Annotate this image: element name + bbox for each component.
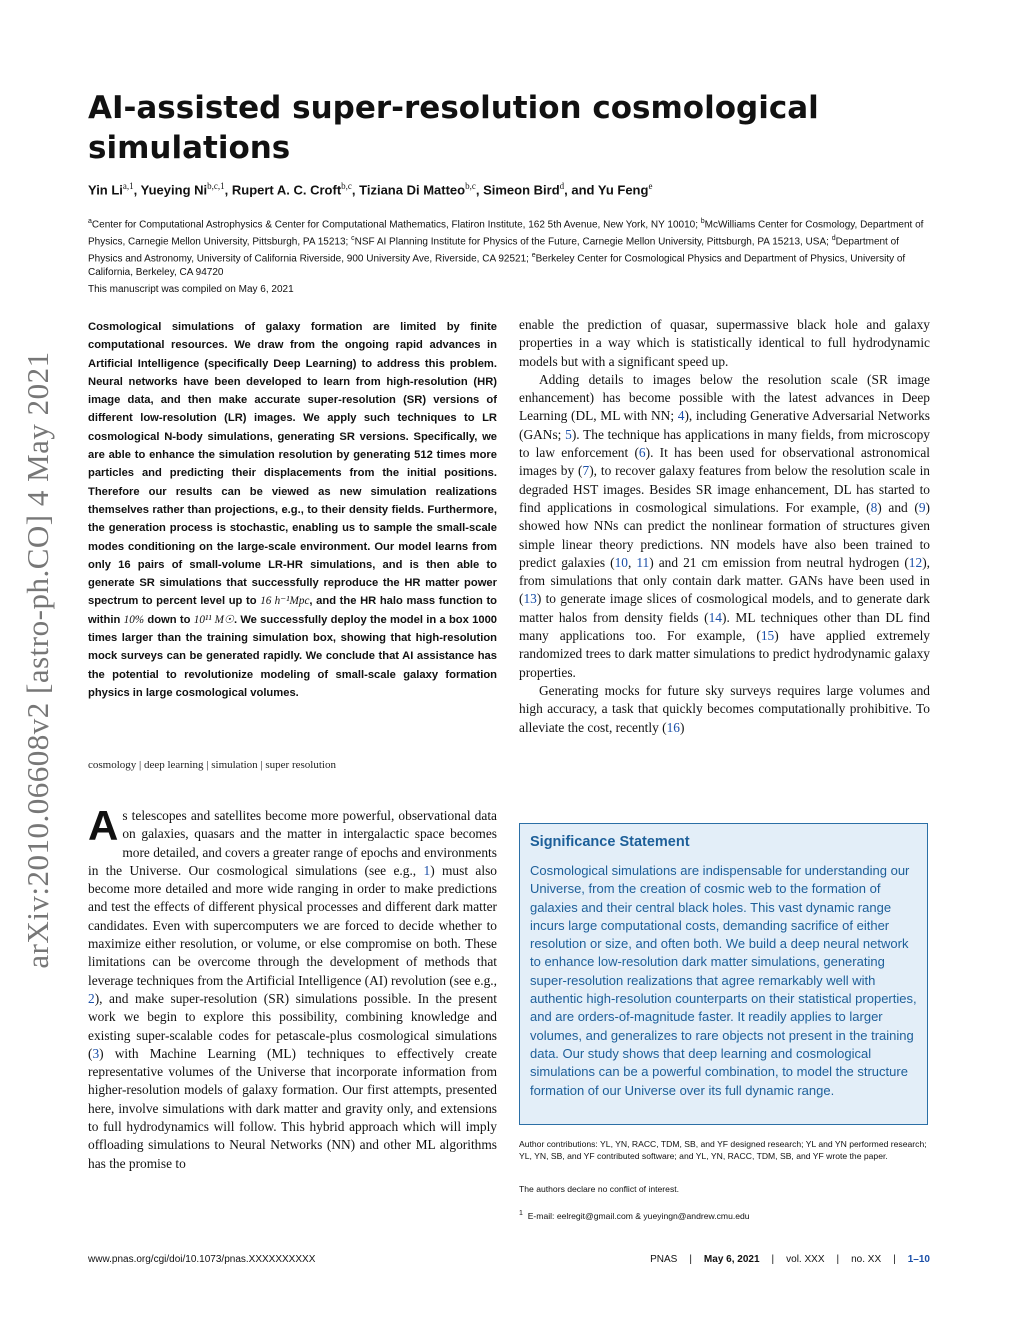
math-percent: 10% [123, 613, 145, 626]
author-affil-mark: b,c [465, 181, 476, 191]
math-mass: 10¹¹ M☉ [193, 613, 234, 626]
author-list: Yin Li$^{a,1}$, Yueying Ni$^{b,c,1}$, Rupert A. C. Croft$^{b,c}$, Tiziana Di Matteo$^{b,c}$, Simeon Bird$^d$, and Yu Feng$^e$ [88, 181, 653, 198]
right-column [519, 316, 930, 737]
citation-link[interactable]: 11 [636, 554, 650, 570]
citation-link[interactable]: 14 [708, 609, 722, 625]
author-name: Yin Li [88, 182, 123, 198]
paragraph: enable the prediction of quasar, supermassive black hole and galaxy properties in a way which is statistically identical to full hydrodynamic models but with a significant speed up. [519, 317, 930, 369]
citation-link[interactable]: 8 [870, 499, 878, 515]
introduction-column [88, 802, 497, 1173]
body-text: ) have applied extremely randomized trees to dark matter simulations to predict hydrodynamic galaxy properties. [519, 628, 930, 680]
body-text: ). The technique has applications in many fields, from microscopy to law enforcement ( [519, 426, 930, 461]
conflict-statement: The authors declare no conflict of interest. [519, 1184, 680, 1194]
significance-body: Cosmological simulations are indispensable for understanding our Universe, from the creation of cosmic web to the formation of galaxies and their central black holes. This vast dynamic range incurs large computational costs, demanding sacrifice of either resolution or size, and often both. We build a deep neural network to enhance low-resolution dark matter simulations, generating super-resolution realizations that agree remarkably well with authentic high-resolution counterparts on their statistical properties, and are orders-of-magnitude faster. It readily applies to larger volumes, and generalizes to rare objects not present in the training data. Our study shows that deep learning and cosmological simulations can be a powerful combination, to model the structure formation of our Universe over its full dynamic range. [530, 863, 917, 1098]
abstract [88, 318, 497, 702]
citation-link[interactable]: 12 [908, 554, 923, 570]
body-text: s telescopes and satellites become more powerful, observational data on galaxies, quasars and the matter in intergalactic space becomes more detailed, and covers a greater range of epochs and environments in the Universe. Our cosmological simulations (see e.g., [88, 808, 497, 878]
paragraph [519, 682, 930, 737]
abstract-text: , and the HR halo mass function to within [88, 595, 498, 626]
body-text: ) must also become more detailed and more wide ranging in order to make predictions and test the effects of different physical processes and different dark matter candidates. Even with supercomputers we are forced to decide whether to maximize either resolution, or volume, or else compromise on both. These limitations can be overcome through the development of methods that leverage techniques from the Artificial Intelligence (AI) revolution (see e.g., [88, 862, 497, 988]
affil-mark: b [700, 218, 705, 225]
footnote-mark: 1 [519, 1210, 523, 1217]
author-affil-mark: a,1 [122, 181, 134, 191]
separator: | [893, 1254, 896, 1265]
separator: | [771, 1254, 775, 1265]
citation-link[interactable]: 4 [677, 408, 685, 424]
abstract-text: Cosmological simulations of galaxy formation are limited by finite computational resources. We draw from the ongoing rapid advances in Artificial Intelligence (specifically Deep Learning) to address this problem. Neural networks have been developed to learn from high-resolution (HR) image data, and then make accurate super-resolution (SR) versions of different low-resolution (LR) images. We apply such techniques to LR cosmological N-body simulations, generating SR versions. Specifically, we are able to enhance the simulation resolution by generating 512 times more particles and predicting their displacements from the initial positions. Therefore our results can be viewed as new simulation realizations themselves rather than projections, e.g., to their density fields. Furthermore, the generation process is stochastic, enabling us to sample the small-scale modes conditioning on the large-scale environment. Our model learns from only 16 pairs of small-volume LR-HR simulations, and is then able to generate SR simulations that successfully reproduce the HR matter power spectrum to percent level up to [88, 321, 497, 608]
corresponding-email [519, 1210, 750, 1221]
paragraph: Adding details to images below the resolution scale (SR image enhancement) has become possible with the latest advances in Deep Learning (DL, ML with NN; 4), including Generative Adversarial Networks (GANs; 5). The technique has applications in many fields, from microscopy to law enforcement (6). It has been used for observational astronomical images by (7), to recover galaxy features from below the resolution scale in degraded HST images. Besides SR image enhancement, DL has started to find applications in cosmological simulations. For example, (8) and (9) showed how NNs can predict the nonlinear formation of structures given simple linear theory predictions. NN models have also been trained to predict galaxies (10, 11) and 21 cm emission from neutral hydrogen (12), from simulations that only contain dark matter. GANs have been used in (13) to generate image slices of cosmological models, and to generate dark matter halos from density fields (14). ML techniques other than DL find many applications too. For example, (15) have applied extremely randomized trees to dark matter simulations to predict hydrodynamic galaxy properties. [519, 371, 931, 680]
drop-cap: A [88, 802, 119, 849]
compiled-date: This manuscript was compiled on May 6, 2021 [88, 284, 294, 295]
author-affil-mark: b,c [341, 181, 352, 191]
page-footer [650, 1254, 930, 1265]
affiliation: Center for Computational Astrophysics & Center for Computational Mathematics, Flatiron Institute, 162 5th Avenue, New York, NY 10010; [91, 219, 698, 231]
page-range: 1–10 [907, 1254, 930, 1265]
significance-title: Significance Statement [530, 834, 690, 850]
body-text: ). ML techniques other than DL find many applications too. For example, ( [519, 609, 930, 644]
separator: | [689, 1254, 692, 1265]
body-text: ) and ( [877, 499, 919, 515]
citation-link[interactable]: 3 [92, 1045, 100, 1061]
affiliations [88, 215, 933, 279]
significance-box [519, 823, 928, 1125]
affiliation: Berkeley Center for Cosmological Physics and Department of Physics, University of California, Berkeley, CA 94720 [88, 253, 906, 278]
citation-link[interactable]: 16 [666, 719, 680, 735]
body-text: ) with Machine Learning (ML) techniques to effectively create representative volumes of the Universe that incorporate information from higher-resolution models of galaxy formation. Our first attempts, presented here, involve simulations with dark matter and gravity only, and extensions to full hydrodynamics will follow. This hybrid approach which will imply offloading simulations to Neural Networks (NN) and other ML algorithms has the promise to [88, 1045, 497, 1171]
citation-link[interactable]: 7 [582, 463, 590, 479]
pub-date: May 6, 2021 [703, 1254, 760, 1265]
author-name: Rupert A. C. Croft [231, 182, 342, 198]
author-affil-mark: b,c,1 [207, 181, 225, 191]
affiliation: McWilliams Center for Cosmology, Department of Physics, Carnegie Mellon University, Pittsburgh, PA 15213; [88, 219, 924, 248]
citation-link[interactable]: 10 [614, 554, 628, 570]
body-text: ), and make super-resolution (SR) simulations possible. In the present work we begin to explore this possibility, combining knowledge and existing super-scalable codes for petascale-plus cosmological simulations ( [88, 990, 497, 1061]
author-name: Tiziana Di Matteo [359, 182, 466, 198]
affiliation: NSF AI Planning Institute for Physics of the Future, Carnegie Mellon University, Pittsburgh, PA 15213, USA; [354, 236, 829, 248]
citation-link[interactable]: 9 [918, 499, 926, 515]
affiliation: Department of Physics and Astronomy, University of California Riverside, 900 University Ave, Riverside, CA 92521; [88, 236, 899, 265]
author-name: Simeon Bird [483, 182, 560, 198]
abstract-text: . We successfully deploy the model in a box 1000 times larger than the training simulation box, showing that high-resolution mock surveys can be generated rapidly. We conclude that AI assistance has the potential to revolutionize modeling of small-scale galaxy formation physics in large cosmological volumes. [88, 613, 498, 699]
body-text: ), from simulations that only contain dark matter. GANs have been used in ( [519, 554, 930, 607]
body-text: ) to generate image slices of cosmological models, and to generate dark matter halos from density fields ( [519, 591, 930, 625]
citation-link[interactable]: 6 [638, 445, 646, 461]
journal-name: PNAS [650, 1254, 678, 1265]
abstract-text: down to [147, 613, 191, 626]
affil-mark: c [351, 234, 355, 242]
author-affil-mark: d [559, 181, 565, 191]
body-text: ) [680, 719, 685, 735]
citation-link[interactable]: 15 [760, 628, 775, 644]
issue-number: no. XX [851, 1254, 882, 1265]
affil-mark: a [88, 218, 92, 225]
arxiv-identifier: arXiv:2010.06608v2 [astro-ph.CO] 4 May 2021 [20, 351, 55, 969]
author-name: Yueying Ni [140, 182, 208, 198]
paper-title: AI-assisted super-resolution cosmological simulations [88, 90, 819, 166]
body-text: ) showed how NNs can predict the nonlinear formation of structures given simple linear theory predictions. NN models have also been trained to predict galaxies ( [519, 499, 931, 570]
body-text: ) and 21 cm emission from neutral hydrogen ( [649, 554, 909, 570]
body-text: Adding details to images below the resolution scale (SR image enhancement) has become possible with the latest advances in Deep Learning (DL, ML with NN; [519, 371, 930, 424]
body-text: ), including Generative Adversarial Networks (GANs; [519, 408, 930, 442]
author-affil-mark: e [648, 181, 653, 191]
author-contributions: Author contributions: YL, YN, RACC, TDM, SB, and YF designed research; YL and YN performed research; YL, YN, SB, and YF contributed software; and YL, YN, RACC, TDM, SB, and YF wrote the paper. [519, 1139, 927, 1161]
email-text: E-mail: eelregit@gmail.com & yueyingn@andrew.cmu.edu [527, 1210, 750, 1221]
separator: | [836, 1254, 840, 1265]
affil-mark: d [831, 234, 836, 242]
keywords: cosmology | deep learning | simulation | super resolution [88, 759, 336, 771]
body-text: Generating mocks for future sky surveys requires large volumes and high accuracy, a task that quickly becomes computationally prohibitive. To alleviate the cost, recently ( [519, 682, 930, 735]
volume: vol. XXX [786, 1254, 825, 1265]
citation-link[interactable]: 5 [565, 426, 572, 442]
citation-link[interactable]: 1 [423, 862, 431, 878]
citation-link[interactable]: 13 [523, 591, 537, 607]
citation-link[interactable]: 2 [88, 990, 95, 1006]
body-text: ), to recover galaxy features from below the resolution scale in degraded HST images. Besides SR image enhancement, DL has started to find applications in cosmological simulations. For example, ( [519, 463, 930, 515]
author-name: Yu Feng [597, 182, 649, 198]
affil-mark: e [531, 251, 536, 259]
body-text: ). It has been used for observational astronomical images by ( [519, 445, 930, 479]
doi-url[interactable]: www.pnas.org/cgi/doi/10.1073/pnas.XXXXXXXXXX [88, 1254, 316, 1265]
math-scale: 16 h⁻¹Mpc [260, 595, 310, 608]
